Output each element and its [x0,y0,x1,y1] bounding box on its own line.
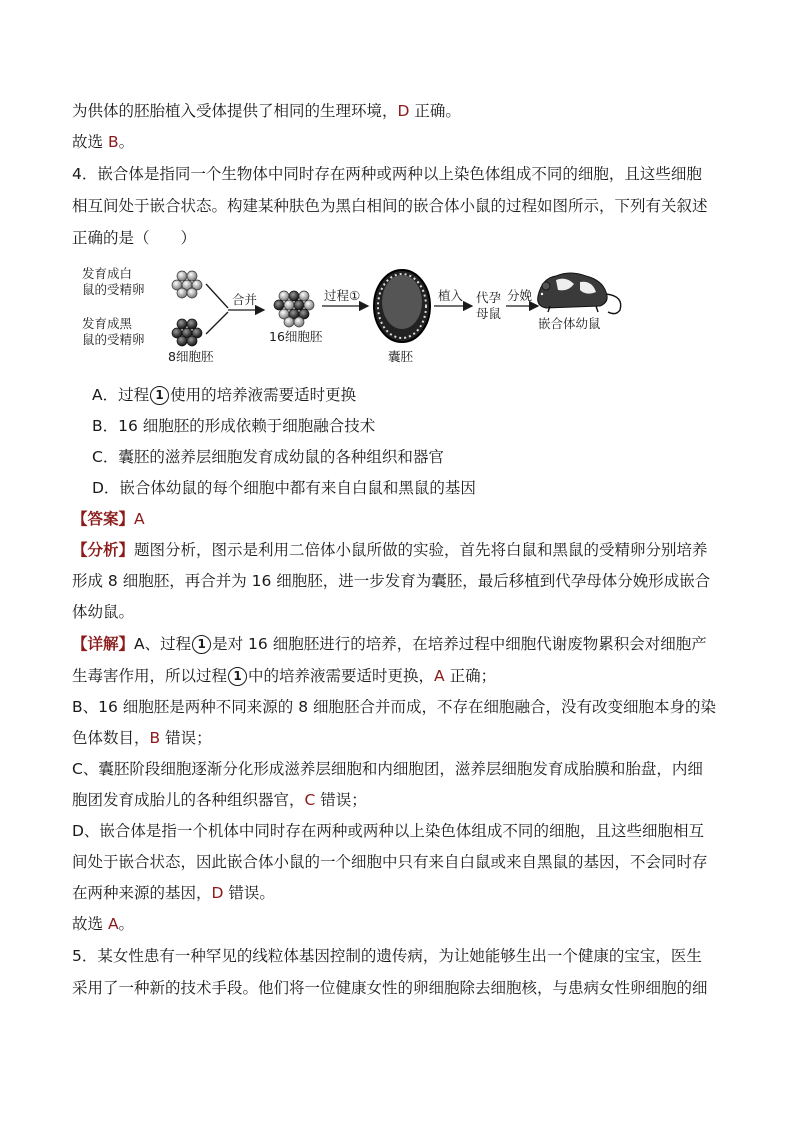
option-c: C．囊胚的滋养层细胞发育成幼鼠的各种组织和器官 [92,448,444,466]
question-5-stem-line1: 5．某女性患有一种罕见的线粒体基因控制的遗传病，为让她能够生出一个健康的宝宝，医生 [72,947,702,965]
option-letter: B [149,729,161,747]
black-egg-label-1: 发育成黑 [82,316,133,331]
text: 使用的培养液需要适时更换 [170,386,357,404]
option-letter: B [107,133,119,151]
detail-c-line1: C、囊胚阶段细胞逐渐分化形成滋养层细胞和内细胞团，滋养层细胞发育成胎膜和胎盘，内细 [72,760,703,778]
option-d: D．嵌合体幼鼠的每个细胞中都有来自白鼠和黑鼠的基因 [92,479,476,497]
white-8-cell-embryo [172,271,202,298]
detail-b-line1: B、16 细胞胚是两种不同来源的 8 细胞胚合并而成，不存在细胞融合，没有改变细胞本身的染 [72,698,717,716]
text: 胞团发育成胎儿的各种组织器官， [72,791,305,809]
question-4-stem-line1: 4．嵌合体是指同一个生物体中同时存在两种或两种以上染色体组成不同的细胞，且这些细胞 [72,165,702,183]
text: 错误。 [223,884,275,902]
chimera-mouse-label: 嵌合体幼鼠 [538,316,601,331]
chimera-mouse-image [538,273,621,314]
text: 为供体的胚胎植入受体提供了相同的生理环境， [72,102,398,120]
text: 错误； [160,729,212,747]
implant-label: 植入 [438,288,464,303]
previous-conclusion [72,131,134,153]
16-cell-embryo-label: 16细胞胚 [269,329,323,344]
16-cell-embryo [274,291,314,327]
black-egg-label-2: 鼠的受精卵 [82,332,145,347]
detail-tag: 【详解】 [72,635,135,653]
question-4-conclusion [72,913,134,935]
blastocyst-label: 囊胚 [388,349,414,364]
text: 。 [118,915,135,933]
analysis-tag: 【分析】 [72,541,135,559]
text: 正确。 [409,102,461,120]
text: 错误； [315,791,367,809]
question-4-stem-line2: 相互间处于嵌合状态。构建某种肤色为黑白相间的嵌合体小鼠的过程如图所示，下列有关叙述 [72,197,708,215]
option-letter: A [107,915,119,933]
detail-d-line1: D、嵌合体是指一个机体中同时存在两种或两种以上染色体组成不同的细胞，且这些细胞相互 [72,822,704,840]
answer-value: A [134,510,145,528]
text: 故选 [72,133,108,151]
option-letter: D [211,884,224,902]
question-5-stem-line2: 采用了一种新的技术手段。他们将一位健康女性的卵细胞除去细胞核，与患病女性卵细胞的细 [72,979,708,997]
text: 故选 [72,915,108,933]
text: 是对 16 细胞胚进行的培养，在培养过程中细胞代谢废物累积会对细胞产 [212,635,707,653]
detail-a-line1 [72,633,707,655]
birth-label: 分娩 [507,288,533,303]
text: A．过程 [92,386,150,404]
merge-label: 合并 [232,292,258,307]
detail-d-line2: 间处于嵌合状态，因此嵌合体小鼠的一个细胞中只有来自白鼠或来自黑鼠的基因，不会同时存 [72,853,708,871]
8-cell-embryo-label: 8细胞胚 [168,349,214,364]
detail-d-line3 [72,882,275,904]
analysis-line2: 形成 8 细胞胚，再合并为 16 细胞胚，进一步发育为囊胚，最后移植到代孕母体分娩形成嵌合 [72,572,711,590]
text: 生毒害作用，所以过程 [72,667,228,685]
answer-tag: 【答案】 [72,510,135,528]
option-letter: D [397,102,410,120]
merge-line-bottom [206,312,228,334]
circled-number-icon: 1 [150,386,169,405]
text: 正确； [444,667,497,685]
detail-a-line2 [72,665,496,687]
answer-line [72,508,145,530]
process-1-label: 过程① [324,288,361,303]
option-b: B．16 细胞胚的形成依赖于细胞融合技术 [92,417,376,435]
white-egg-label-1: 发育成白 [82,266,133,281]
analysis-line3: 体幼鼠。 [72,603,135,621]
white-egg-label-2: 鼠的受精卵 [82,282,145,297]
surrogate-label-1: 代孕 [476,290,502,305]
black-8-cell-embryo [172,319,202,346]
question-4-stem-line3: 正确的是（ ） [72,229,197,247]
circled-number-icon: 1 [228,667,247,686]
option-letter: C [304,791,316,809]
merge-line-top [206,284,228,308]
text: A、过程 [134,635,192,653]
text: 在两种来源的基因， [72,884,212,902]
option-a [92,384,356,406]
detail-c-line2 [72,789,367,811]
text: 中的培养液需要适时更换， [248,667,435,685]
text: 。 [118,133,135,151]
text: 题图分析，图示是利用二倍体小鼠所做的实验，首先将白鼠和黑鼠的受精卵分别培养 [134,541,708,559]
surrogate-label-2: 母鼠 [476,306,502,321]
option-letter: A [434,667,445,685]
analysis-line1 [72,539,708,561]
text: 色体数目， [72,729,150,747]
detail-b-line2 [72,727,212,749]
circled-number-icon: 1 [192,635,211,654]
blastocyst-image [374,270,430,342]
chimera-mouse-diagram [76,262,636,367]
previous-answer-line [72,100,461,122]
